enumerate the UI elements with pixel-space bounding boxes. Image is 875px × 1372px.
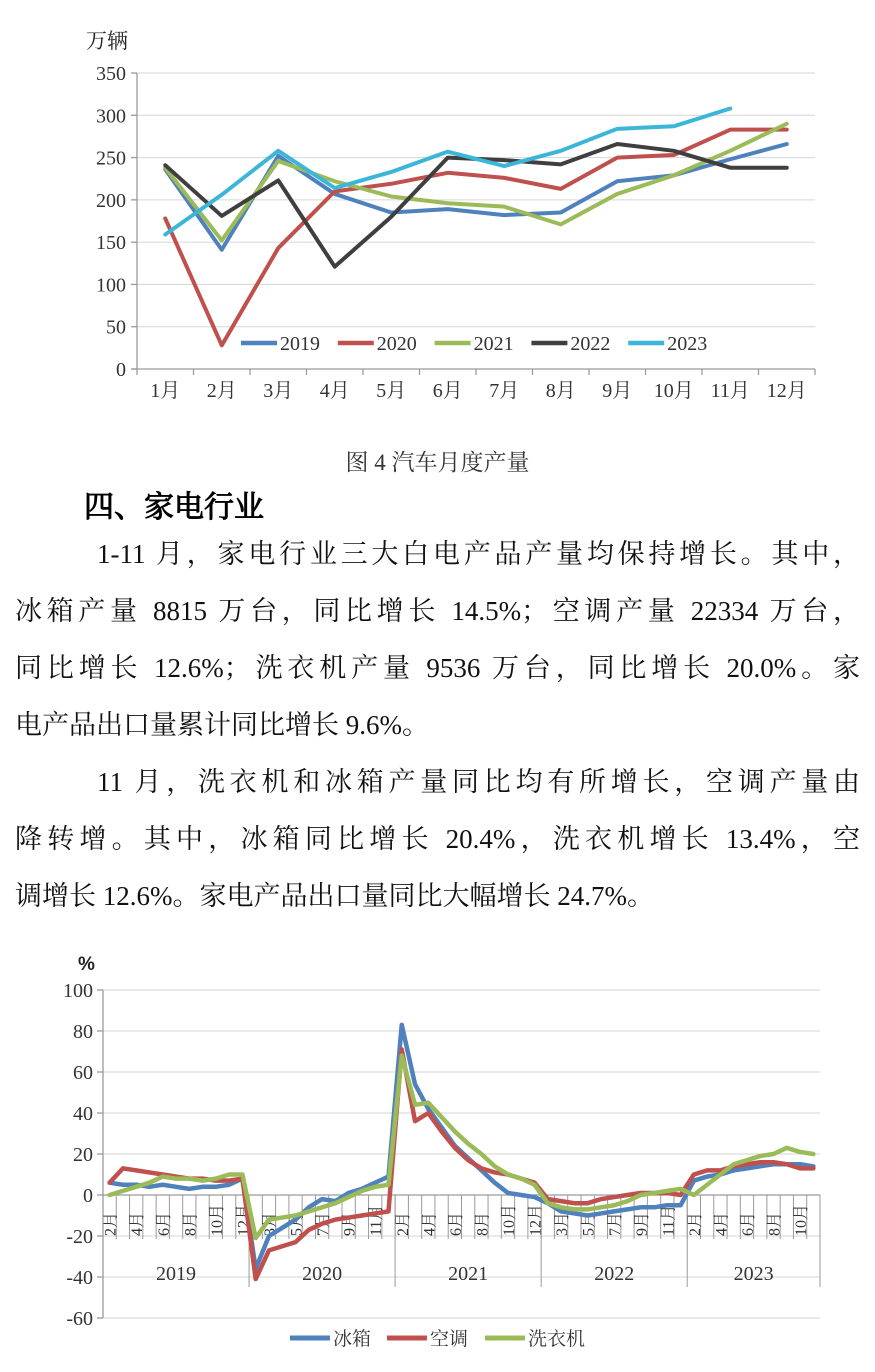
series-lines: [110, 1025, 814, 1279]
month-label: 12月: [527, 1203, 545, 1236]
month-labels: [102, 1204, 810, 1236]
legend-item-冰箱: [290, 1328, 371, 1350]
month-label: 3月: [261, 1211, 279, 1236]
legend-label: 冰箱: [333, 1329, 372, 1350]
year-label: 2020: [302, 1263, 343, 1285]
legend-label: 2019: [280, 333, 320, 355]
month-label: 6月: [155, 1211, 173, 1236]
month-label: 3月: [554, 1211, 572, 1236]
month-label: 2月: [394, 1211, 412, 1236]
legend-label: 2021: [473, 333, 514, 355]
svg-text:-60: -60: [66, 1308, 93, 1330]
legend-label: 2020: [376, 333, 417, 355]
svg-text:150: 150: [96, 232, 126, 255]
svg-text:350: 350: [96, 63, 126, 85]
month-label: 4月: [421, 1211, 439, 1236]
section-heading: 四、家电行业: [84, 491, 264, 524]
month-label: 10月: [793, 1203, 811, 1236]
svg-text:20: 20: [73, 1144, 93, 1166]
svg-text:0: 0: [83, 1185, 93, 1207]
month-label: 10月: [500, 1203, 518, 1236]
svg-text:50: 50: [106, 316, 126, 339]
legend-label: 洗衣机: [528, 1329, 586, 1350]
svg-text:40: 40: [73, 1103, 93, 1125]
legend-item-2019: [241, 333, 320, 355]
svg-text:-40: -40: [66, 1267, 93, 1289]
body-paragraph-1: [15, 526, 860, 754]
paragraph-line: 降转增。其中，冰箱同比增长 20.4%，洗衣机增长 13.4%，空: [15, 824, 860, 854]
legend-item-空调: [387, 1328, 468, 1350]
year-label: 2023: [733, 1263, 774, 1285]
svg-text:100: 100: [63, 980, 93, 1002]
legend-label: 2022: [570, 333, 611, 355]
month-label: 6月: [739, 1211, 757, 1236]
body-paragraph-2: [15, 754, 860, 925]
series-line-空调: [110, 1049, 814, 1279]
month-label: 5月: [288, 1211, 306, 1236]
month-label: 5月: [580, 1211, 598, 1236]
svg-text:9月: 9月: [602, 380, 633, 402]
month-label: 7月: [315, 1211, 333, 1236]
series-line-2021: [165, 124, 787, 241]
paragraph-line: 1-11 月，家电行业三大白电产品产量均保持增长。其中，: [97, 539, 860, 569]
svg-text:7月: 7月: [489, 380, 520, 402]
month-label: 11月: [660, 1204, 678, 1236]
paragraph-line: 11 月，洗衣机和冰箱产量同比均有所增长，空调产量由: [97, 767, 860, 797]
svg-text:80: 80: [73, 1021, 93, 1043]
svg-text:10月: 10月: [653, 380, 694, 402]
month-label: 11月: [368, 1204, 386, 1236]
month-label: 8月: [474, 1211, 492, 1236]
svg-text:60: 60: [73, 1062, 93, 1084]
month-label: 6月: [447, 1211, 465, 1236]
year-label: 2019: [156, 1263, 197, 1285]
month-label: 4月: [129, 1211, 147, 1236]
svg-text:5月: 5月: [376, 380, 407, 402]
appliance-growth-chart: [0, 930, 875, 1372]
month-label: 7月: [607, 1211, 625, 1236]
svg-text:11月: 11月: [710, 380, 750, 402]
figure-caption: 图 4 汽车月度产量: [345, 450, 530, 475]
svg-text:万辆: 万辆: [86, 30, 128, 53]
month-label: 12月: [235, 1203, 253, 1236]
svg-text:3月: 3月: [263, 380, 294, 402]
legend-item-2022: [531, 333, 610, 355]
series-lines: [165, 109, 787, 346]
legend: [290, 1328, 585, 1350]
auto-production-chart: [0, 0, 875, 410]
svg-text:0: 0: [116, 359, 126, 381]
svg-text:12月: 12月: [766, 380, 807, 402]
year-label: 2022: [594, 1263, 635, 1285]
legend: [241, 333, 707, 355]
svg-text:200: 200: [96, 189, 126, 212]
series-line-2020: [165, 130, 787, 346]
paragraph-line: 调增长 12.6%。家电产品出口量同比大幅增长 24.7%。: [15, 881, 654, 911]
gridlines: [137, 73, 815, 327]
legend-item-2021: [435, 333, 514, 355]
svg-text:%: %: [78, 954, 95, 975]
paragraph-line: 冰箱产量 8815 万台，同比增长 14.5%；空调产量 22334 万台，: [15, 596, 860, 626]
svg-text:6月: 6月: [432, 380, 463, 402]
month-label: 8月: [182, 1211, 200, 1236]
paragraph-line: 电产品出口量累计同比增长 9.6%。: [15, 710, 429, 740]
svg-text:8月: 8月: [545, 380, 576, 402]
month-label: 2月: [686, 1211, 704, 1236]
month-label: 10月: [208, 1203, 226, 1236]
x-axis-labels: [150, 380, 807, 402]
legend-item-2020: [338, 333, 417, 355]
month-label: 9月: [633, 1211, 651, 1236]
legend-item-2023: [628, 333, 707, 355]
svg-text:1月: 1月: [150, 380, 181, 402]
svg-text:2月: 2月: [206, 380, 237, 402]
svg-text:100: 100: [96, 274, 126, 297]
svg-text:-20: -20: [66, 1226, 93, 1248]
svg-text:4月: 4月: [319, 380, 350, 402]
month-label: 8月: [766, 1211, 784, 1236]
month-label: 9月: [341, 1211, 359, 1236]
unit-label: [86, 30, 128, 53]
svg-text:300: 300: [96, 105, 126, 128]
paragraph-line: 同比增长 12.6%；洗衣机产量 9536 万台，同比增长 20.0%。家: [15, 653, 860, 683]
year-label: 2021: [448, 1263, 489, 1285]
unit-label: [78, 954, 95, 975]
legend-item-洗衣机: [485, 1328, 585, 1350]
month-label: 2月: [102, 1211, 120, 1236]
month-label: 4月: [713, 1211, 731, 1236]
legend-label: 空调: [430, 1329, 469, 1350]
svg-text:250: 250: [96, 147, 126, 170]
legend-label: 2023: [667, 333, 708, 355]
